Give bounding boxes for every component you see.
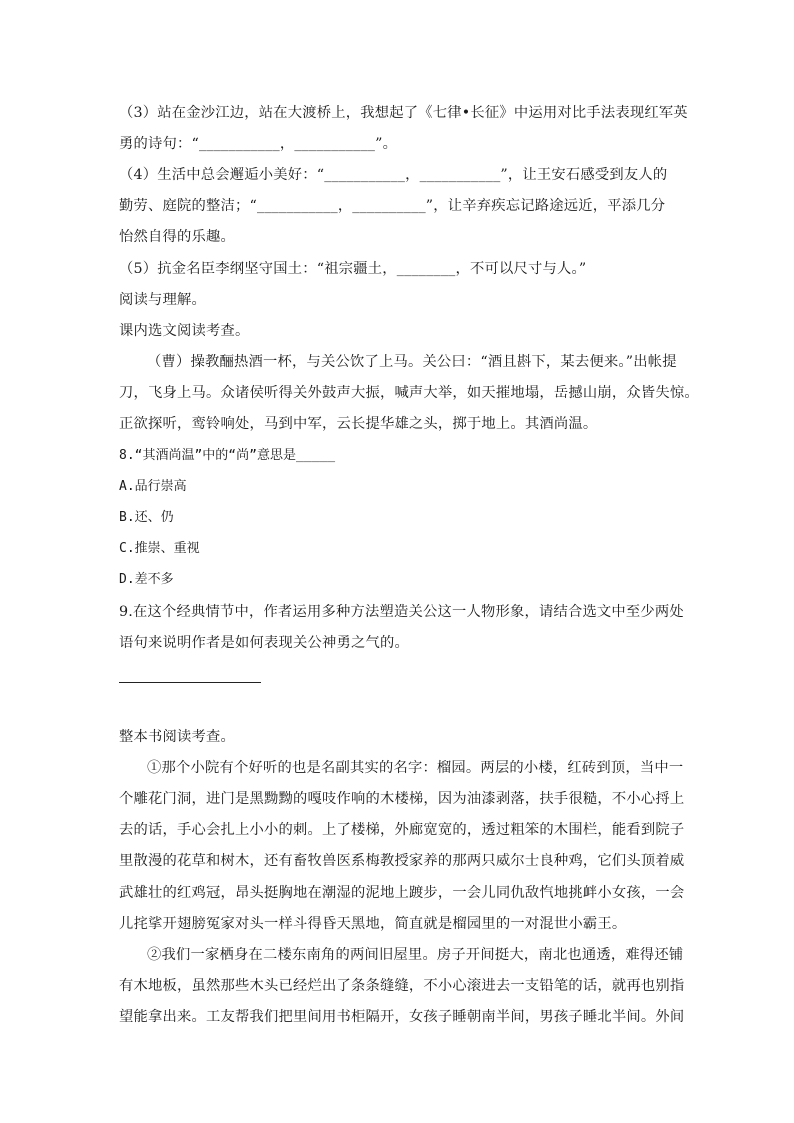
- passage-2-p1-line-6: 儿挓挲开翅膀冤家对头一样斗得昏天黑地，简直就是榴园里的一对混世小霸王。: [119, 916, 627, 932]
- question-4-line-3: 怡然自得的乐趣。: [119, 229, 235, 245]
- passage-2-p2-line-3: 望能拿出来。工友帮我们把里间用书柜隔开，女孩子睡朝南半间，男孩子睡北半间。外间: [119, 1009, 685, 1025]
- option-d: D.差不多: [119, 572, 174, 587]
- subsection-heading-in-class: 课内选文阅读考查。: [119, 323, 250, 339]
- subsection-heading-whole-book: 整本书阅读考查。: [119, 729, 235, 745]
- passage-2-p1-line-2: 个雕花门洞，进门是黑黝黝的嘎吱作响的木楼梯，因为油漆剥落，扶手很糙，不小心捋上: [119, 791, 685, 807]
- question-8: 8.“其酒尚温”中的“尚”意思是_____: [119, 448, 336, 463]
- question-5-line: （5）抗金名臣李纲坚守国土：“祖宗疆土，________，不可以尺寸与人。”: [119, 261, 587, 277]
- section-heading-reading: 阅读与理解。: [119, 292, 206, 308]
- option-a: A.品行崇高: [119, 479, 187, 494]
- question-4-line-2: 勤劳、庭院的整洁；“___________，__________”，让辛弃疾忘记路途远近，平添几分: [119, 198, 666, 214]
- passage-2-p1-line-1: ①那个小院有个好听的也是名副其实的名字：榴园。两层的小楼，红砖到顶，当中一: [147, 760, 684, 776]
- option-b: B.还、仍: [119, 510, 174, 525]
- option-c: C.推崇、重视: [119, 541, 200, 556]
- question-9-line-2: 语句来说明作者是如何表现关公神勇之气的。: [119, 635, 409, 651]
- passage-2-p1-line-5: 武雄壮的红鸡冠，昂头挺胸地在潮湿的泥地上踱步，一会儿同仇敌忾地挑衅小女孩，一会: [119, 885, 685, 901]
- passage-1-line-1: （曹）操教酾热酒一杯，与关公饮了上马。关公曰：“酒且斟下，某去便来。”出帐提: [147, 354, 677, 370]
- passage-1-line-2: 刀，飞身上马。众诸侯听得关外鼓声大振，喊声大举，如天摧地塌，岳撼山崩，众皆失惊。: [119, 385, 699, 401]
- passage-2-p1-line-3: 去的话，手心会扎上小小的刺。上了楼梯，外廊宽宽的，透过粗笨的木围栏，能看到院子: [119, 822, 685, 838]
- question-3-line-2: 勇的诗句：“___________，___________”。: [119, 136, 398, 152]
- passage-1-line-3: 正欲探听，鸾铃响处，马到中军，云长提华雄之头，掷于地上。其酒尚温。: [119, 416, 598, 432]
- question-4-line-1: （4）生活中总会邂逅小美好：“___________，___________”，让王安石感受到友人的: [119, 167, 668, 183]
- question-9-line-1: 9.在这个经典情节中，作者运用多种方法塑造关公这一人物形象，请结合选文中至少两处: [119, 604, 684, 620]
- passage-2-p1-line-4: 里散漫的花草和树木，还有畜牧兽医系梅教授家养的那两只威尔士良种鸡，它们头顶着威: [119, 853, 685, 869]
- question-3-line-1: （3）站在金沙江边，站在大渡桥上，我想起了《七律•长征》中运用对比手法表现红军英: [119, 105, 688, 121]
- answer-blank-line: [119, 682, 261, 683]
- passage-2-p2-line-1: ②我们一家栖身在二楼东南角的两间旧屋里。房子开间挺大，南北也通透，难得还铺: [147, 947, 684, 963]
- passage-2-p2-line-2: 有木地板，虽然那些木头已经烂出了条条缝缝，不小心滚进去一支铅笔的话，就再也别指: [119, 978, 685, 994]
